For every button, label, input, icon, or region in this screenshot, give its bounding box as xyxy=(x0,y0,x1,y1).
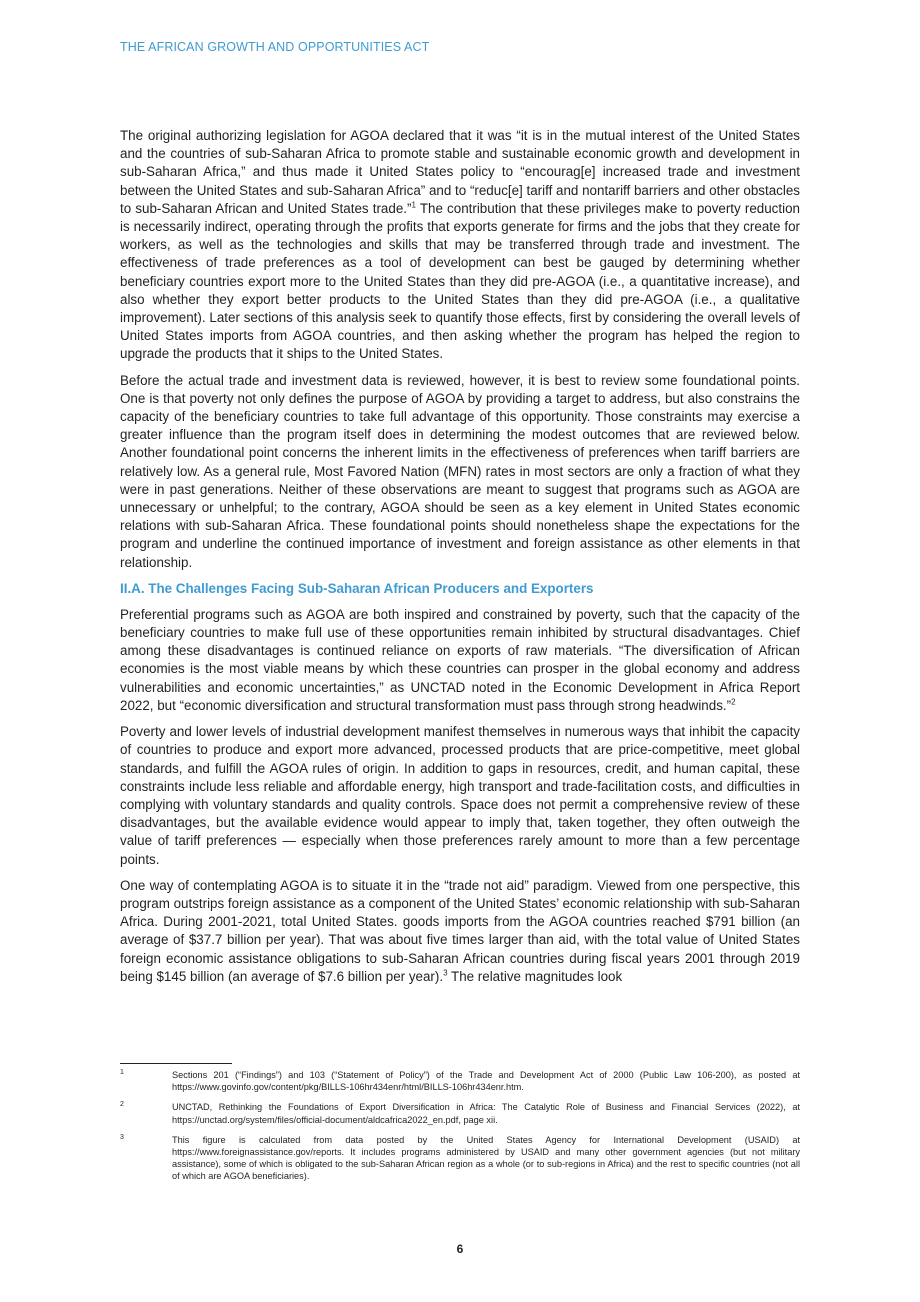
paragraph-5 xyxy=(120,877,800,986)
paragraph-3 xyxy=(120,606,800,715)
footnote-1 xyxy=(120,1069,800,1093)
paragraph-2: Before the actual trade and investment data is reviewed, however, it is best to review some foundational points. One is that poverty not only defines the purpose of AGOA by providing a target to address, but also constrains the capacity of the beneficiary countries to take full advantage of this opportunity. Those constraints may exercise a greater influence than the program itself does in determining the modest outcomes that are reviewed below. Another foundational point concerns the inherent limits in the effectiveness of preferences when tariff barriers are relatively low. As a general rule, Most Favored Nation (MFN) rates in most sectors are only a fraction of what they were in past generations. Neither of these observations are meant to suggest that programs such as AGOA are unnecessary or unhelpful; to the contrary, AGOA should be seen as a key element in United States economic relations with sub-Saharan Africa. These foundational points should nonetheless shape the expectations for the program and underline the continued importance of investment and foreign assistance as other elements in that relationship. xyxy=(120,372,800,570)
footnote-divider xyxy=(120,1063,232,1064)
footnote-3-text: This figure is calculated from data posted by the United States Agency for International Development (USAID) at https://www.foreignassistance.gov/reports. It includes programs administered by USAID and many other government agencies (but not military assistance), some of which is obligated to the sub-Saharan African region as a whole (or to sub-regions in Africa) and the rest to specific countries (not all of which are AGOA beneficiaries). xyxy=(172,1134,800,1182)
footnote-1-text: Sections 201 (“Findings”) and 103 (“Statement of Policy”) of the Trade and Development Act of 2000 (Public Law 106-200), as posted at https://www.govinfo.gov/content/pkg/BILLS-106hr434enr/html/BILLS-106hr434enr.htm. xyxy=(172,1070,800,1093)
footnote-3 xyxy=(120,1134,800,1183)
footnote-3-number: 3 xyxy=(120,1133,124,1141)
paragraph-1-text-continued: The contribution that these privileges make to poverty reduction is necessarily indirect, operating through the profits that exports generate for firms and the jobs that they create for workers, as well as the technologies and skills that may be transferred through trade and investment. The effectiveness of trade preferences as a tool of development can best be gauged by determining whether beneficiary countries export more to the United States than they did pre-AGOA (i.e., a quantitative increase), and also whether they export better products to the United States than they did pre-AGOA (i.e., a qualitative improvement). Later sections of this analysis seek to quantify those effects, first by considering the overall levels of United States imports from AGOA countries, and then asking whether the program has helped the region to upgrade the products that it ships to the United States. xyxy=(120,200,800,362)
footnote-2 xyxy=(120,1101,800,1125)
paragraph-1-text: The original authorizing legislation for AGOA declared that it was “it is in the mutual interest of the United States and the countries of sub-Saharan Africa to promote stable and sustainable economic growth and development in sub-Saharan Africa,” and thus made it United States policy to “encourag[e] increased trade and investment between the United States and sub-Saharan Africa” and to “reduc[e] tariff and nontariff barriers and other obstacles to sub-Saharan African and United States trade.” xyxy=(120,128,800,216)
footnotes xyxy=(120,1069,800,1191)
footnote-ref-1[interactable]: 1 xyxy=(411,200,416,210)
footnote-ref-2[interactable]: 2 xyxy=(731,697,736,707)
footnote-2-number: 2 xyxy=(120,1101,124,1109)
paragraph-1 xyxy=(120,127,800,364)
footnote-ref-3[interactable]: 3 xyxy=(443,968,448,978)
paragraph-5-text: One way of contemplating AGOA is to situate it in the “trade not aid” paradigm. Viewed from one perspective, this program outstrips foreign assistance as a component of the United States’ economic relationship with sub-Saharan Africa. During 2001-2021, total United States. goods imports from the AGOA countries reached $791 billion (an average of $37.7 billion per year). That was about five times larger than aid, with the total value of United States foreign economic assistance obligations to sub-Saharan African countries during fiscal years 2001 through 2019 being $145 billion (an average of $7.6 billion per year). xyxy=(120,877,800,984)
running-header: THE AFRICAN GROWTH AND OPPORTUNITIES ACT xyxy=(120,40,430,54)
section-heading: II.A. The Challenges Facing Sub-Saharan African Producers and Exporters xyxy=(120,580,594,596)
paragraph-3-text: Preferential programs such as AGOA are both inspired and constrained by poverty, such that the capacity of the beneficiary countries to make full use of these opportunities remain inhibited by structural disadvantages. Chief among these disadvantages is continued reliance on exports of raw materials. “The diversification of African economies is the most viable means by which these countries can prosper in the global economy and address vulnerabilities and economic uncertainties,” as UNCTAD noted in the Economic Development in Africa Report 2022, but “economic diversification and structural transformation must pass through strong headwinds.” xyxy=(120,606,800,713)
footnote-2-text: UNCTAD, Rethinking the Foundations of Export Diversification in Africa: The Catalytic Role of Business and Financial Services (2022), at https://unctad.org/system/files/official-document/aldcafrica2022_en.pdf, page xii. xyxy=(172,1102,800,1125)
footnote-1-number: 1 xyxy=(120,1069,124,1076)
main-content xyxy=(120,127,800,994)
page-number: 6 xyxy=(456,1242,464,1256)
paragraph-5-text-continued: The relative magnitudes look xyxy=(447,968,623,984)
paragraph-4: Poverty and lower levels of industrial development manifest themselves in numerous ways that inhibit the capacity of countries to produce and export more advanced, processed products that are price-competitive, meet global standards, and fulfill the AGOA rules of origin. In addition to gaps in resources, credit, and human capital, these constraints include less reliable and affordable energy, high transport and trade-facilitation costs, and difficulties in complying with voluntary standards and quality controls. Space does not permit a comprehensive review of these disadvantages, but the available evidence would appear to imply that, taken together, they often outweigh the value of tariff preferences — especially when those preferences rarely amount to more than a few percentage points. xyxy=(120,724,800,867)
